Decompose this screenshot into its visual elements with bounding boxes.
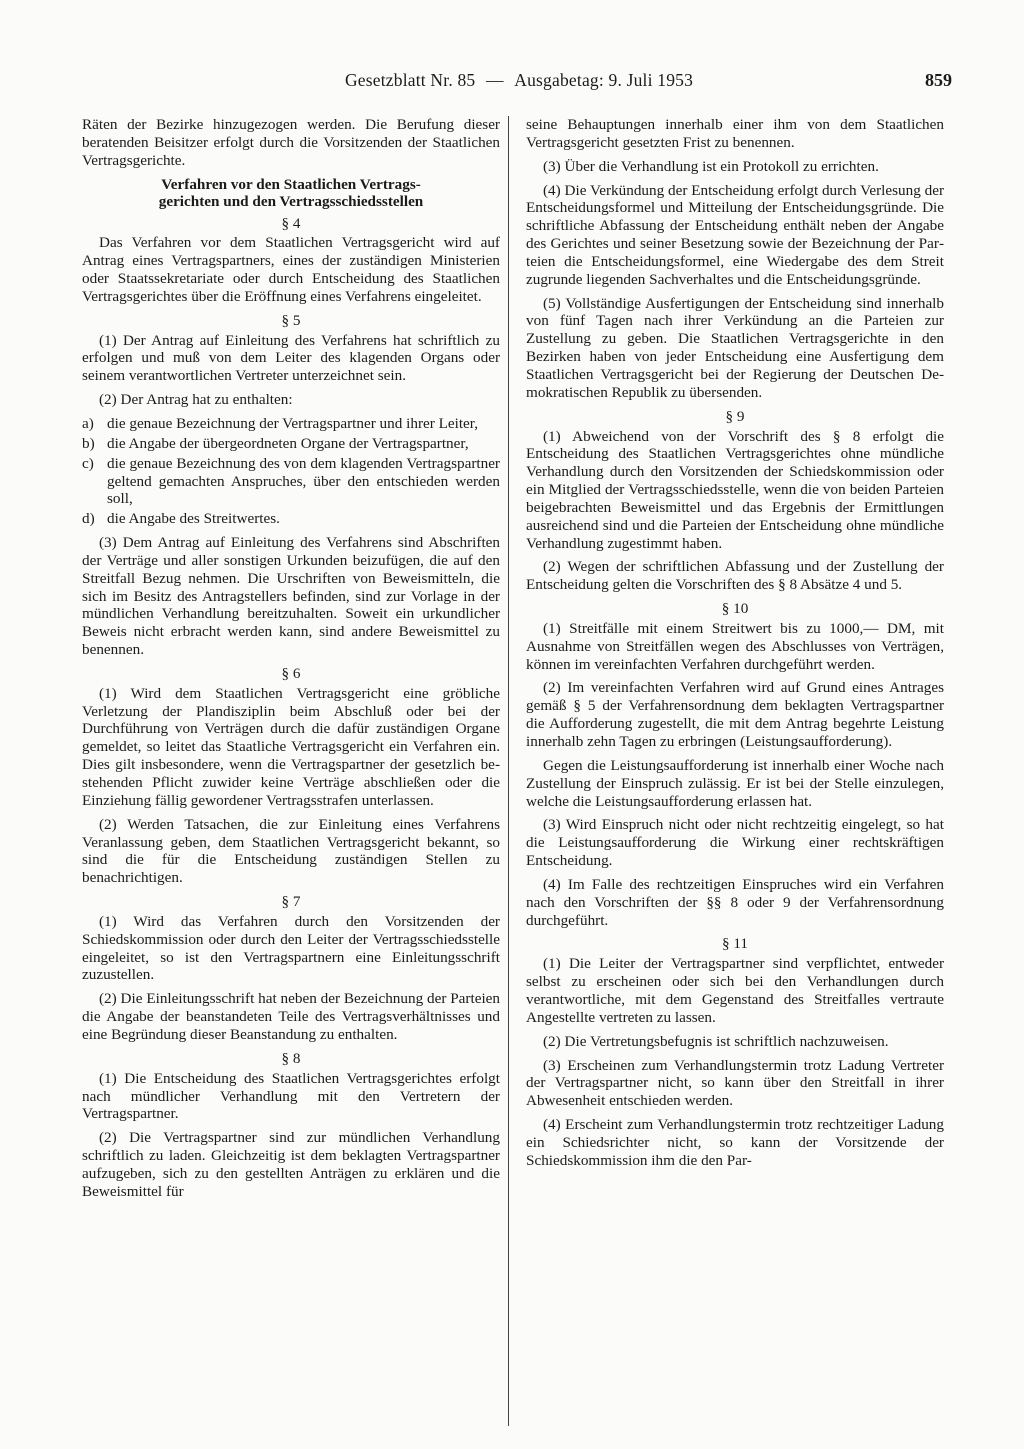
s9-p1: (1) Abweichend von der Vorschrift des § 8 erfolgt die Entscheidung des Staatlichen Vertragsgerichtes ohne mündliche Verhandlung durch den Vorsitzenden der Schiedskommission oder ein Mitglied der Vertragsschiedsstelle, wenn die von beiden Parteien beigebrachten Beweismittel und das Ergebnis der Ermittlungen ausreichend sind und die Parteien der Entscheidung ohne mündliche Verhandlung zugestimmt haben. <box>526 427 944 552</box>
list-text: die genaue Bezeichnung der Vertragspartner und ihrer Leiter, <box>107 414 479 432</box>
s11-p2: (2) Die Vertretungsbefugnis ist schriftlich nachzuweisen. <box>543 1032 889 1050</box>
issue-date: Ausgabetag: 9. Juli 1953 <box>514 70 694 90</box>
paragraph-title-s4: § 4 <box>281 214 301 232</box>
s5-p3: (3) Dem Antrag auf Einleitung des Verfahrens sind Abschriften der Verträge und aller sonstigen Urkunden beizufügen, die auf den Streitfall Bezug nehmen. Die Urschriften von Beweismitteln, die sich im Besitz des Antragstellers befinden, sind zur Vorlage in der mündlichen Verhandlung bereitzuhalten. Soweit ein urkundlicher Beweis nicht erbracht werden kann, sind andere Beweismittel zu benennen. <box>82 534 500 659</box>
section-heading <box>82 176 500 211</box>
s8-p5: (5) Vollständige Ausfertigungen der Entscheidung sind innerhalb von fünf Tagen nach ihrer Verkündung an die Parteien zur Zustellung zu geben. Die Staatlichen Vertragsgerichte in den Bezirken haben von jeder Entscheidung eine Ausfertigung dem Staatlichen Vertragsgericht bei der Regierung der Deutschen Demokratischen Republik zu übersenden. <box>526 294 944 401</box>
list-text: die genaue Bezeichnung des von dem klagenden Vertragspartner geltend gemachten Anspruches, über den entschieden werden soll, <box>107 454 500 508</box>
publication-title: Gesetzblatt Nr. 85 <box>344 70 476 90</box>
column-divider <box>508 116 509 1426</box>
s8-p3: (3) Über die Verhandlung ist ein Protokoll zu errichten. <box>543 157 879 175</box>
section-heading-line-2: gerichten und den Vertragsschiedsstellen <box>158 193 424 211</box>
list-marker: c) <box>82 454 94 472</box>
s8-p2-continued: seine Behauptungen innerhalb einer ihm von dem Staatlichen Vertragsgericht gesetzten Frist zu benennen. <box>526 116 944 151</box>
s8-p1: (1) Die Entscheidung des Staatlichen Vertragsgerichtes erfolgt nach mündlicher Verhandlung mit den Vertretern der Vertragspartner. <box>82 1069 500 1123</box>
s5-p2: (2) Der Antrag hat zu enthalten: <box>99 391 293 409</box>
opening-paragraph: Räten der Bezirke hinzugezogen werden. Die Berufung dieser beratenden Beisitzer erfolgt durch die Vorsitzenden der Staatlichen Vertragsgerichte. <box>82 116 500 169</box>
left-column <box>82 116 500 1207</box>
paragraph-title-s9: § 9 <box>725 407 745 425</box>
paragraph-title-s6: § 6 <box>281 664 301 682</box>
list-marker: b) <box>82 434 95 452</box>
s10-p2b: Gegen die Leistungsaufforderung ist innerhalb einer Woche nach Zustellung der Einspruch zulässig. Er ist bei der Stelle einzulegen, welche die Leistungsaufforderung erlassen hat. <box>526 756 944 810</box>
header-separator: — <box>485 70 504 90</box>
list-text: die Angabe des Streitwertes. <box>107 510 280 528</box>
s10-p1: (1) Streitfälle mit einem Streitwert bis zu 1000,— DM, mit Ausnahme von Streitfällen wegen des Abschlusses von Verträgen, können im vereinfachten Verfahren durchgeführt werden. <box>526 619 944 673</box>
s10-p2: (2) Im vereinfachten Verfahren wird auf Grund eines Antrages gemäß § 5 der Verfahrensordnung dem beklagten Vertragspartner die Aufforderung zugestellt, die mit dem Antrag begehrte Leistung innerhalb zehn Tagen zu erbringen (Leistungsaufforderung). <box>526 679 944 750</box>
s4-text: Das Verfahren vor dem Staatlichen Vertragsgericht wird auf Antrag eines Vertragspartners, eines der zuständigen Ministerien oder Staatssekretariate oder durch Entscheidung des Staatlichen Vertragsgerichtes über die Eröffnung eines Verfahrens eingeleitet. <box>82 234 500 305</box>
paragraph-title-s8: § 8 <box>281 1049 301 1067</box>
right-column <box>526 116 944 1176</box>
page-number: 859 <box>925 70 952 90</box>
list-item <box>82 435 500 453</box>
s9-p2: (2) Wegen der schriftlichen Abfassung und der Zustellung der Entscheidung gelten die Vorschriften des § 8 Absätze 4 und 5. <box>526 558 944 594</box>
paragraph-title-s5: § 5 <box>281 311 301 329</box>
list-item <box>82 510 500 528</box>
list-marker: a) <box>82 414 94 432</box>
running-head <box>86 70 952 91</box>
paragraph-title-s10: § 10 <box>721 600 749 618</box>
list-text: die Angabe der übergeordneten Organe der Vertragspartner, <box>107 434 469 452</box>
paragraph-title-s7: § 7 <box>281 893 301 911</box>
s11-p3: (3) Erscheinen zum Verhandlungstermin trotz Ladung Vertreter der Vertragspartner nicht, so kann über den Streitfall in ihrer Abwesenheit entschieden werden. <box>526 1056 944 1110</box>
list-marker: d) <box>82 510 95 528</box>
s5-requirements-list <box>82 415 500 528</box>
s11-p4: (4) Erscheint zum Verhandlungstermin trotz rechtzeitiger Ladung ein Schiedsrichter nicht, so kann der Vorsitzende der Schiedskommission ihm die den Par- <box>526 1116 944 1169</box>
list-item <box>82 415 500 433</box>
s6-p1: (1) Wird dem Staatlichen Vertragsgericht eine gröbliche Verletzung der Plandisziplin beim Abschluß oder bei der Durchführung von Verträgen durch die dafür zuständigen Organe gemeldet, so leitet das Staatliche Vertragsgericht ein Verfahren ein. Dies gilt insbesondere, wenn die Vertragspartner der gesetzlich bestehenden Pflicht zuwider keine Verträge abschließen oder die Einziehung fällig gewordener Vertragsstrafen unterlassen. <box>82 684 500 809</box>
page-header <box>86 70 952 94</box>
s8-p2: (2) Die Vertragspartner sind zur mündlichen Verhandlung schriftlich zu laden. Gleichzeitig ist dem beklagten Vertragspartner aufzugeben, sich zu den gestellten Anträgen zu erklären und die Beweismittel für <box>82 1129 500 1200</box>
s10-p3: (3) Wird Einspruch nicht oder nicht rechtzeitig eingelegt, so hat die Leistungsaufforderung die Wirkung einer rechtskräftigen Entscheidung. <box>526 816 944 870</box>
s7-p1: (1) Wird das Verfahren durch den Vorsitzenden der Schiedskommission oder durch den Leiter der Vertragsschiedsstelle eingeleitet, so ist den Vertragspartnern eine Einleitungsschrift zuzustellen. <box>82 912 500 984</box>
s10-p4: (4) Im Falle des rechtzeitigen Einspruches wird ein Verfahren nach den Vorschriften der §§ 8 oder 9 der Verfahrensordnung durchgeführt. <box>526 875 944 929</box>
s8-p4: (4) Die Verkündung der Entscheidung erfolgt durch Verlesung der Entscheidungsformel und Mitteilung der Entscheidungsgründe. Die schriftliche Abfassung der Entscheidung enthält neben der Angabe des Gerichtes und seiner Besetzung sowie der Bezeichnung der Parteien die Entscheidungsformel, eine Wiedergabe des dem Streit zugrunde liegenden Sachverhaltes und die Entscheidungsgründe. <box>526 181 944 288</box>
s6-p2: (2) Werden Tatsachen, die zur Einleitung eines Verfahrens Veranlassung geben, dem Staatlichen Vertragsgericht bekannt, so sind die für die Entscheidung zuständigen Stellen zu benachrichtigen. <box>82 815 500 887</box>
list-item <box>82 455 500 509</box>
paragraph-title-s11: § 11 <box>721 935 748 953</box>
s7-p2: (2) Die Einleitungsschrift hat neben der Bezeichnung der Parteien die Angabe der beanstandeten Teile des Vertragsverhältnisses und eine Begründung dieser Beanstandung zu enthalten. <box>82 990 500 1043</box>
s5-p1: (1) Der Antrag auf Einleitung des Verfahrens hat schriftlich zu erfolgen und muß von dem Leiter des klagenden Organs oder seinem verantwortlichen Vertreter unterzeichnet sein. <box>82 331 500 385</box>
s11-p1: (1) Die Leiter der Vertragspartner sind verpflichtet, entweder selbst zu erscheinen oder sich bei den Verhandlungen durch verantwortliche, mit dem Gegenstand des Streitfalles vertraute Angestellte vertreten zu lassen. <box>526 955 944 1026</box>
section-heading-line-1: Verfahren vor den Staatlichen Vertrags- <box>161 175 421 193</box>
